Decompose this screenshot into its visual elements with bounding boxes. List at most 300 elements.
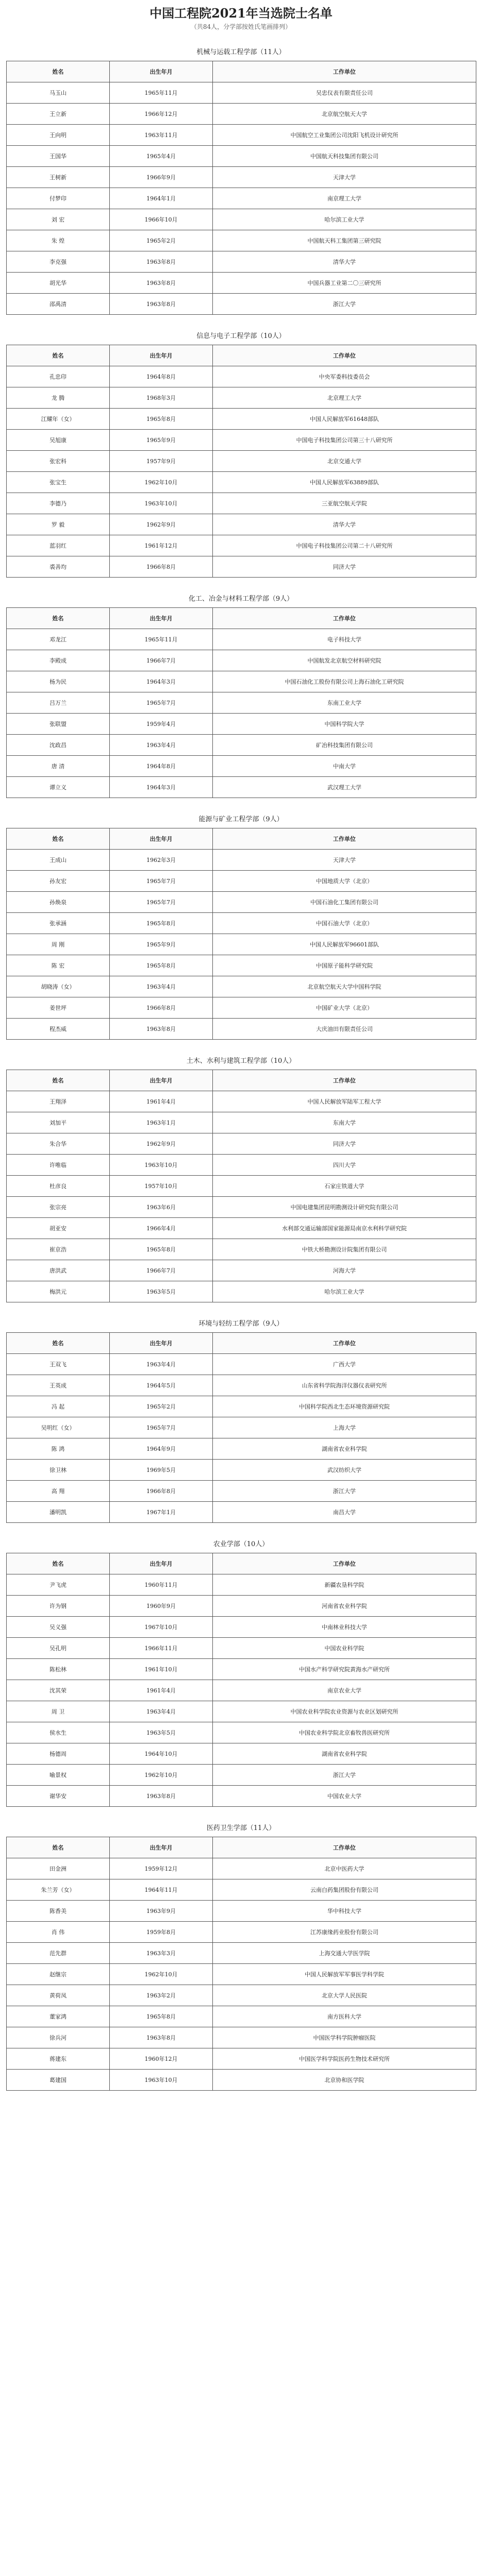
table-row: [7, 1112, 476, 1133]
table-row: [7, 955, 476, 976]
table-row: [7, 1417, 476, 1438]
name-cell: 蒋建东: [7, 2048, 110, 2070]
employer-cell: 中国兵器工业第二〇三研究所: [213, 273, 476, 294]
table-row: [7, 1786, 476, 1807]
name-cell: 许为钢: [7, 1596, 110, 1617]
section-title: 土木、水利与建筑工程学部（10人）: [186, 1057, 296, 1065]
employer-cell: 中央军委科技委员会: [213, 366, 476, 387]
employer-cell: 广西大学: [213, 1354, 476, 1375]
employer-cell: 中国航发北京航空材料研究院: [213, 650, 476, 671]
birth-cell: 1963年6月: [110, 1197, 213, 1218]
table-header-row: [7, 61, 476, 82]
table-row: [7, 1218, 476, 1239]
roster-table: [6, 1070, 476, 1302]
birth-cell: 1965年8月: [110, 409, 213, 430]
employer-header: 工作单位: [213, 61, 476, 82]
name-cell: 王成山: [7, 850, 110, 871]
roster-table: [6, 1332, 476, 1523]
table-row: [7, 1901, 476, 1922]
name-cell: 邓龙江: [7, 629, 110, 650]
birth-cell: 1962年9月: [110, 514, 213, 535]
birth-cell: 1963年8月: [110, 251, 213, 273]
birth-cell: 1960年12月: [110, 2048, 213, 2070]
birth-cell: 1964年8月: [110, 756, 213, 777]
employer-cell: 中国航天科工集团第三研究院: [213, 230, 476, 251]
employer-cell: 四川大学: [213, 1155, 476, 1176]
table-row: [7, 1260, 476, 1281]
name-cell: 唐洪武: [7, 1260, 110, 1281]
name-cell: 孙焕泉: [7, 892, 110, 913]
employer-cell: 山东省科学院海洋仪器仪表研究所: [213, 1375, 476, 1396]
employer-cell: 东南工业大学: [213, 692, 476, 714]
name-cell: 付梦印: [7, 188, 110, 209]
table-row: [7, 188, 476, 209]
name-cell: 周 刚: [7, 934, 110, 955]
name-cell: 罗 毅: [7, 514, 110, 535]
table-row: [7, 913, 476, 934]
table-row: [7, 1743, 476, 1765]
table-row: [7, 1155, 476, 1176]
employer-cell: 中国人民解放军61648部队: [213, 409, 476, 430]
birth-header: 出生年月: [110, 1837, 213, 1858]
name-header: 姓名: [7, 1553, 110, 1574]
employer-cell: 中铁大桥勘测设计院集团有限公司: [213, 1239, 476, 1260]
employer-cell: 北京航空航天大学中国科学院: [213, 976, 476, 997]
birth-cell: 1959年8月: [110, 1922, 213, 1943]
name-cell: 张宗亮: [7, 1197, 110, 1218]
employer-cell: 中国电子科技集团公司第三十八研究所: [213, 430, 476, 451]
birth-cell: 1966年4月: [110, 1218, 213, 1239]
section-title: 能源与矿业工程学部（9人）: [198, 816, 284, 823]
section-title: 化工、冶金与材料工程学部（9人）: [188, 595, 294, 603]
name-cell: 胡光华: [7, 273, 110, 294]
table-row: [7, 1091, 476, 1112]
birth-cell: 1962年10月: [110, 472, 213, 493]
table-row: [7, 692, 476, 714]
name-cell: 张宏科: [7, 451, 110, 472]
employer-cell: 南方医科大学: [213, 2006, 476, 2027]
employer-cell: 吴忠仪表有限责任公司: [213, 82, 476, 104]
birth-cell: 1963年4月: [110, 976, 213, 997]
employer-cell: 中国地质大学（北京）: [213, 871, 476, 892]
employer-cell: 水利部交通运输部国家能源局南京水利科学研究院: [213, 1218, 476, 1239]
table-row: [7, 714, 476, 735]
birth-cell: 1963年10月: [110, 493, 213, 514]
table-row: [7, 1617, 476, 1638]
employer-cell: 中国科学院大学: [213, 714, 476, 735]
table-row: [7, 1596, 476, 1617]
name-cell: 王树新: [7, 167, 110, 188]
employer-cell: 中国电子科技集团公司第二十八研究所: [213, 535, 476, 556]
employer-cell: 中国原子能科学研究院: [213, 955, 476, 976]
name-cell: 刘 宏: [7, 209, 110, 230]
table-row: [7, 493, 476, 514]
employer-cell: 哈尔滨工业大学: [213, 209, 476, 230]
birth-cell: 1964年3月: [110, 777, 213, 798]
employer-cell: 中国石油化工集团有限公司: [213, 892, 476, 913]
birth-cell: 1967年10月: [110, 1617, 213, 1638]
roster-section: [6, 814, 476, 1040]
employer-cell: 北京交通大学: [213, 451, 476, 472]
employer-cell: 中国农业科学院: [213, 1638, 476, 1659]
birth-cell: 1966年7月: [110, 1260, 213, 1281]
birth-cell: 1964年8月: [110, 366, 213, 387]
table-row: [7, 1722, 476, 1743]
birth-cell: 1962年9月: [110, 1133, 213, 1155]
birth-cell: 1963年10月: [110, 2070, 213, 2091]
birth-cell: 1960年11月: [110, 1574, 213, 1596]
employer-cell: 湖南省农业科学院: [213, 1743, 476, 1765]
employer-cell: 北京理工大学: [213, 387, 476, 409]
name-cell: 周 卫: [7, 1701, 110, 1722]
name-cell: 朱 煌: [7, 230, 110, 251]
table-row: [7, 1375, 476, 1396]
name-cell: 李殿成: [7, 650, 110, 671]
name-cell: 徐兵河: [7, 2027, 110, 2048]
employer-cell: 南京农业大学: [213, 1680, 476, 1701]
roster-section: [6, 593, 476, 798]
employer-cell: 河南省农业科学院: [213, 1596, 476, 1617]
name-cell: 邵禹清: [7, 294, 110, 315]
birth-header: 出生年月: [110, 1333, 213, 1354]
table-row: [7, 1438, 476, 1460]
name-cell: 吴旭康: [7, 430, 110, 451]
table-row: [7, 892, 476, 913]
employer-cell: 中国人民解放军96601部队: [213, 934, 476, 955]
roster-table: [6, 345, 476, 578]
employer-header: 工作单位: [213, 345, 476, 366]
table-row: [7, 1176, 476, 1197]
birth-cell: 1968年3月: [110, 387, 213, 409]
employer-cell: 华中科技大学: [213, 1901, 476, 1922]
name-cell: 程杰威: [7, 1019, 110, 1040]
table-row: [7, 850, 476, 871]
name-cell: 杨为民: [7, 671, 110, 692]
employer-cell: 同济大学: [213, 1133, 476, 1155]
name-cell: 陈香美: [7, 1901, 110, 1922]
employer-cell: 中国农业大学: [213, 1786, 476, 1807]
employer-cell: 中国科学院西北生态环境资源研究院: [213, 1396, 476, 1417]
table-row: [7, 1680, 476, 1701]
employer-cell: 矿冶科技集团有限公司: [213, 735, 476, 756]
name-cell: 李克强: [7, 251, 110, 273]
birth-header: 出生年月: [110, 1553, 213, 1574]
roster-table: [6, 61, 476, 315]
table-row: [7, 1396, 476, 1417]
table-row: [7, 2070, 476, 2091]
birth-cell: 1965年2月: [110, 230, 213, 251]
birth-cell: 1965年4月: [110, 146, 213, 167]
birth-cell: 1959年4月: [110, 714, 213, 735]
birth-cell: 1957年10月: [110, 1176, 213, 1197]
table-row: [7, 871, 476, 892]
table-row: [7, 777, 476, 798]
employer-cell: 中南大学: [213, 756, 476, 777]
table-row: [7, 1460, 476, 1481]
name-cell: 裘善均: [7, 556, 110, 578]
roster-section: [6, 1055, 476, 1302]
birth-cell: 1966年10月: [110, 209, 213, 230]
name-cell: 王双飞: [7, 1354, 110, 1375]
table-header-row: [7, 1553, 476, 1574]
employer-header: 工作单位: [213, 1070, 476, 1091]
table-row: [7, 1574, 476, 1596]
table-row: [7, 125, 476, 146]
name-cell: 陈 鸿: [7, 1438, 110, 1460]
name-cell: 沈政昌: [7, 735, 110, 756]
page: [0, 5, 482, 2091]
birth-header: 出生年月: [110, 828, 213, 850]
roster-table: [6, 828, 476, 1040]
birth-cell: 1965年7月: [110, 692, 213, 714]
name-cell: 吕万兰: [7, 692, 110, 714]
name-cell: 吴义强: [7, 1617, 110, 1638]
table-row: [7, 1765, 476, 1786]
roster-section: [6, 1822, 476, 2091]
table-row: [7, 514, 476, 535]
birth-cell: 1963年3月: [110, 1943, 213, 1964]
birth-cell: 1964年10月: [110, 1743, 213, 1765]
name-header: 姓名: [7, 345, 110, 366]
name-cell: 马玉山: [7, 82, 110, 104]
table-row: [7, 934, 476, 955]
section-title: 环境与轻纺工程学部（9人）: [198, 1320, 284, 1328]
table-row: [7, 366, 476, 387]
table-row: [7, 1133, 476, 1155]
roster-table: [6, 1553, 476, 1807]
table-row: [7, 430, 476, 451]
birth-cell: 1966年7月: [110, 650, 213, 671]
name-cell: 许唯临: [7, 1155, 110, 1176]
name-cell: 朱兰芳（女）: [7, 1879, 110, 1901]
employer-cell: 东南大学: [213, 1112, 476, 1133]
name-cell: 范先群: [7, 1943, 110, 1964]
name-cell: 王英成: [7, 1375, 110, 1396]
table-row: [7, 1922, 476, 1943]
table-row: [7, 756, 476, 777]
birth-cell: 1965年9月: [110, 934, 213, 955]
employer-header: 工作单位: [213, 828, 476, 850]
sections-container: [6, 46, 476, 2091]
name-cell: 侯水生: [7, 1722, 110, 1743]
roster-section: [6, 1538, 476, 1807]
employer-cell: 哈尔滨工业大学: [213, 1281, 476, 1302]
employer-cell: 湖南省农业科学院: [213, 1438, 476, 1460]
birth-cell: 1964年11月: [110, 1879, 213, 1901]
table-row: [7, 472, 476, 493]
name-cell: 王国华: [7, 146, 110, 167]
name-cell: 陈松林: [7, 1659, 110, 1680]
name-cell: 崔京浩: [7, 1239, 110, 1260]
table-header-row: [7, 1333, 476, 1354]
name-header: 姓名: [7, 1333, 110, 1354]
birth-cell: 1964年9月: [110, 1438, 213, 1460]
employer-header: 工作单位: [213, 608, 476, 629]
birth-cell: 1961年4月: [110, 1680, 213, 1701]
birth-cell: 1965年2月: [110, 1396, 213, 1417]
table-row: [7, 629, 476, 650]
name-cell: 董家鸿: [7, 2006, 110, 2027]
employer-cell: 天津大学: [213, 167, 476, 188]
birth-cell: 1965年11月: [110, 82, 213, 104]
name-cell: 张联盟: [7, 714, 110, 735]
birth-cell: 1965年7月: [110, 892, 213, 913]
birth-cell: 1963年2月: [110, 1985, 213, 2006]
name-cell: 高 翔: [7, 1481, 110, 1502]
employer-cell: 上海交通大学医学院: [213, 1943, 476, 1964]
employer-cell: 中国人民解放军63889部队: [213, 472, 476, 493]
employer-cell: 中国石油大学（北京）: [213, 913, 476, 934]
name-cell: 冯 起: [7, 1396, 110, 1417]
employer-cell: 中国人民解放军军事医学科学院: [213, 1964, 476, 1985]
name-cell: 孔忠印: [7, 366, 110, 387]
employer-cell: 浙江大学: [213, 294, 476, 315]
table-row: [7, 1019, 476, 1040]
name-cell: 刘加平: [7, 1112, 110, 1133]
page-subtitle: （共84人，分学部按姓氏笔画排列）: [190, 23, 292, 30]
birth-cell: 1967年1月: [110, 1502, 213, 1523]
birth-cell: 1965年9月: [110, 430, 213, 451]
birth-cell: 1962年10月: [110, 1765, 213, 1786]
birth-cell: 1965年7月: [110, 1417, 213, 1438]
birth-cell: 1963年4月: [110, 1701, 213, 1722]
name-cell: 赵继宗: [7, 1964, 110, 1985]
employer-cell: 浙江大学: [213, 1481, 476, 1502]
name-cell: 吴明红（女）: [7, 1417, 110, 1438]
birth-cell: 1963年8月: [110, 1019, 213, 1040]
birth-cell: 1963年5月: [110, 1281, 213, 1302]
table-row: [7, 409, 476, 430]
name-cell: 杜彦良: [7, 1176, 110, 1197]
table-row: [7, 535, 476, 556]
birth-cell: 1963年10月: [110, 1155, 213, 1176]
employer-cell: 大庆油田有限责任公司: [213, 1019, 476, 1040]
table-row: [7, 1943, 476, 1964]
table-row: [7, 1858, 476, 1879]
employer-cell: 清华大学: [213, 514, 476, 535]
table-row: [7, 2027, 476, 2048]
birth-cell: 1964年5月: [110, 1375, 213, 1396]
employer-cell: 中国医学科学院肿瘤医院: [213, 2027, 476, 2048]
roster-table: [6, 607, 476, 798]
roster-section: [6, 330, 476, 578]
page-title: 中国工程院2021年当选院士名单: [149, 6, 333, 21]
table-row: [7, 1879, 476, 1901]
birth-cell: 1962年10月: [110, 1964, 213, 1985]
employer-cell: 三亚航空航天学院: [213, 493, 476, 514]
birth-header: 出生年月: [110, 61, 213, 82]
name-cell: 梅洪元: [7, 1281, 110, 1302]
table-row: [7, 650, 476, 671]
name-cell: 王向明: [7, 125, 110, 146]
employer-header: 工作单位: [213, 1333, 476, 1354]
name-cell: 胡亚安: [7, 1218, 110, 1239]
table-header-row: [7, 1837, 476, 1858]
employer-cell: 中国医学科学院医药生物技术研究所: [213, 2048, 476, 2070]
name-cell: 田金洲: [7, 1858, 110, 1879]
table-row: [7, 104, 476, 125]
section-title: 农业学部（10人）: [213, 1540, 269, 1548]
name-cell: 喻景权: [7, 1765, 110, 1786]
birth-cell: 1957年9月: [110, 451, 213, 472]
birth-cell: 1966年8月: [110, 997, 213, 1019]
birth-cell: 1963年8月: [110, 273, 213, 294]
employer-cell: 中国矿业大学（北京）: [213, 997, 476, 1019]
table-row: [7, 251, 476, 273]
table-row: [7, 1985, 476, 2006]
birth-cell: 1965年8月: [110, 2006, 213, 2027]
table-row: [7, 1281, 476, 1302]
name-cell: 龙 腾: [7, 387, 110, 409]
employer-cell: 中南林业科技大学: [213, 1617, 476, 1638]
table-row: [7, 209, 476, 230]
birth-cell: 1962年3月: [110, 850, 213, 871]
employer-cell: 南京理工大学: [213, 188, 476, 209]
name-header: 姓名: [7, 61, 110, 82]
employer-cell: 云南白药集团股份有限公司: [213, 1879, 476, 1901]
table-row: [7, 1659, 476, 1680]
birth-cell: 1965年8月: [110, 1239, 213, 1260]
birth-cell: 1966年8月: [110, 556, 213, 578]
birth-cell: 1963年11月: [110, 125, 213, 146]
name-cell: 胡晓涛（女）: [7, 976, 110, 997]
name-header: 姓名: [7, 828, 110, 850]
birth-cell: 1964年1月: [110, 188, 213, 209]
name-cell: 徐卫林: [7, 1460, 110, 1481]
employer-header: 工作单位: [213, 1553, 476, 1574]
birth-cell: 1963年4月: [110, 735, 213, 756]
birth-cell: 1960年9月: [110, 1596, 213, 1617]
employer-cell: 河海大学: [213, 1260, 476, 1281]
employer-cell: 武汉理工大学: [213, 777, 476, 798]
table-header-row: [7, 608, 476, 629]
birth-cell: 1965年7月: [110, 871, 213, 892]
employer-cell: 北京协和医学院: [213, 2070, 476, 2091]
roster-table: [6, 1837, 476, 2091]
table-row: [7, 167, 476, 188]
name-cell: 唐 清: [7, 756, 110, 777]
name-cell: 姜世坪: [7, 997, 110, 1019]
table-row: [7, 230, 476, 251]
employer-cell: 江苏康缘药业股份有限公司: [213, 1922, 476, 1943]
table-row: [7, 976, 476, 997]
birth-header: 出生年月: [110, 345, 213, 366]
table-row: [7, 1197, 476, 1218]
birth-cell: 1959年12月: [110, 1858, 213, 1879]
section-title: 信息与电子工程学部（10人）: [196, 332, 286, 340]
table-row: [7, 1502, 476, 1523]
name-header: 姓名: [7, 1837, 110, 1858]
birth-cell: 1963年4月: [110, 1354, 213, 1375]
employer-cell: 天津大学: [213, 850, 476, 871]
employer-cell: 上海大学: [213, 1417, 476, 1438]
birth-cell: 1966年8月: [110, 1481, 213, 1502]
table-row: [7, 1354, 476, 1375]
table-row: [7, 146, 476, 167]
employer-cell: 中国航天科技集团有限公司: [213, 146, 476, 167]
name-header: 姓名: [7, 608, 110, 629]
name-cell: 尹飞虎: [7, 1574, 110, 1596]
table-row: [7, 273, 476, 294]
employer-cell: 北京航空航天大学: [213, 104, 476, 125]
birth-cell: 1964年3月: [110, 671, 213, 692]
name-cell: 蓝羽红: [7, 535, 110, 556]
birth-cell: 1961年4月: [110, 1091, 213, 1112]
employer-cell: 中国石油化工股份有限公司上海石油化工研究院: [213, 671, 476, 692]
table-row: [7, 387, 476, 409]
birth-cell: 1965年8月: [110, 955, 213, 976]
employer-cell: 石家庄铁道大学: [213, 1176, 476, 1197]
